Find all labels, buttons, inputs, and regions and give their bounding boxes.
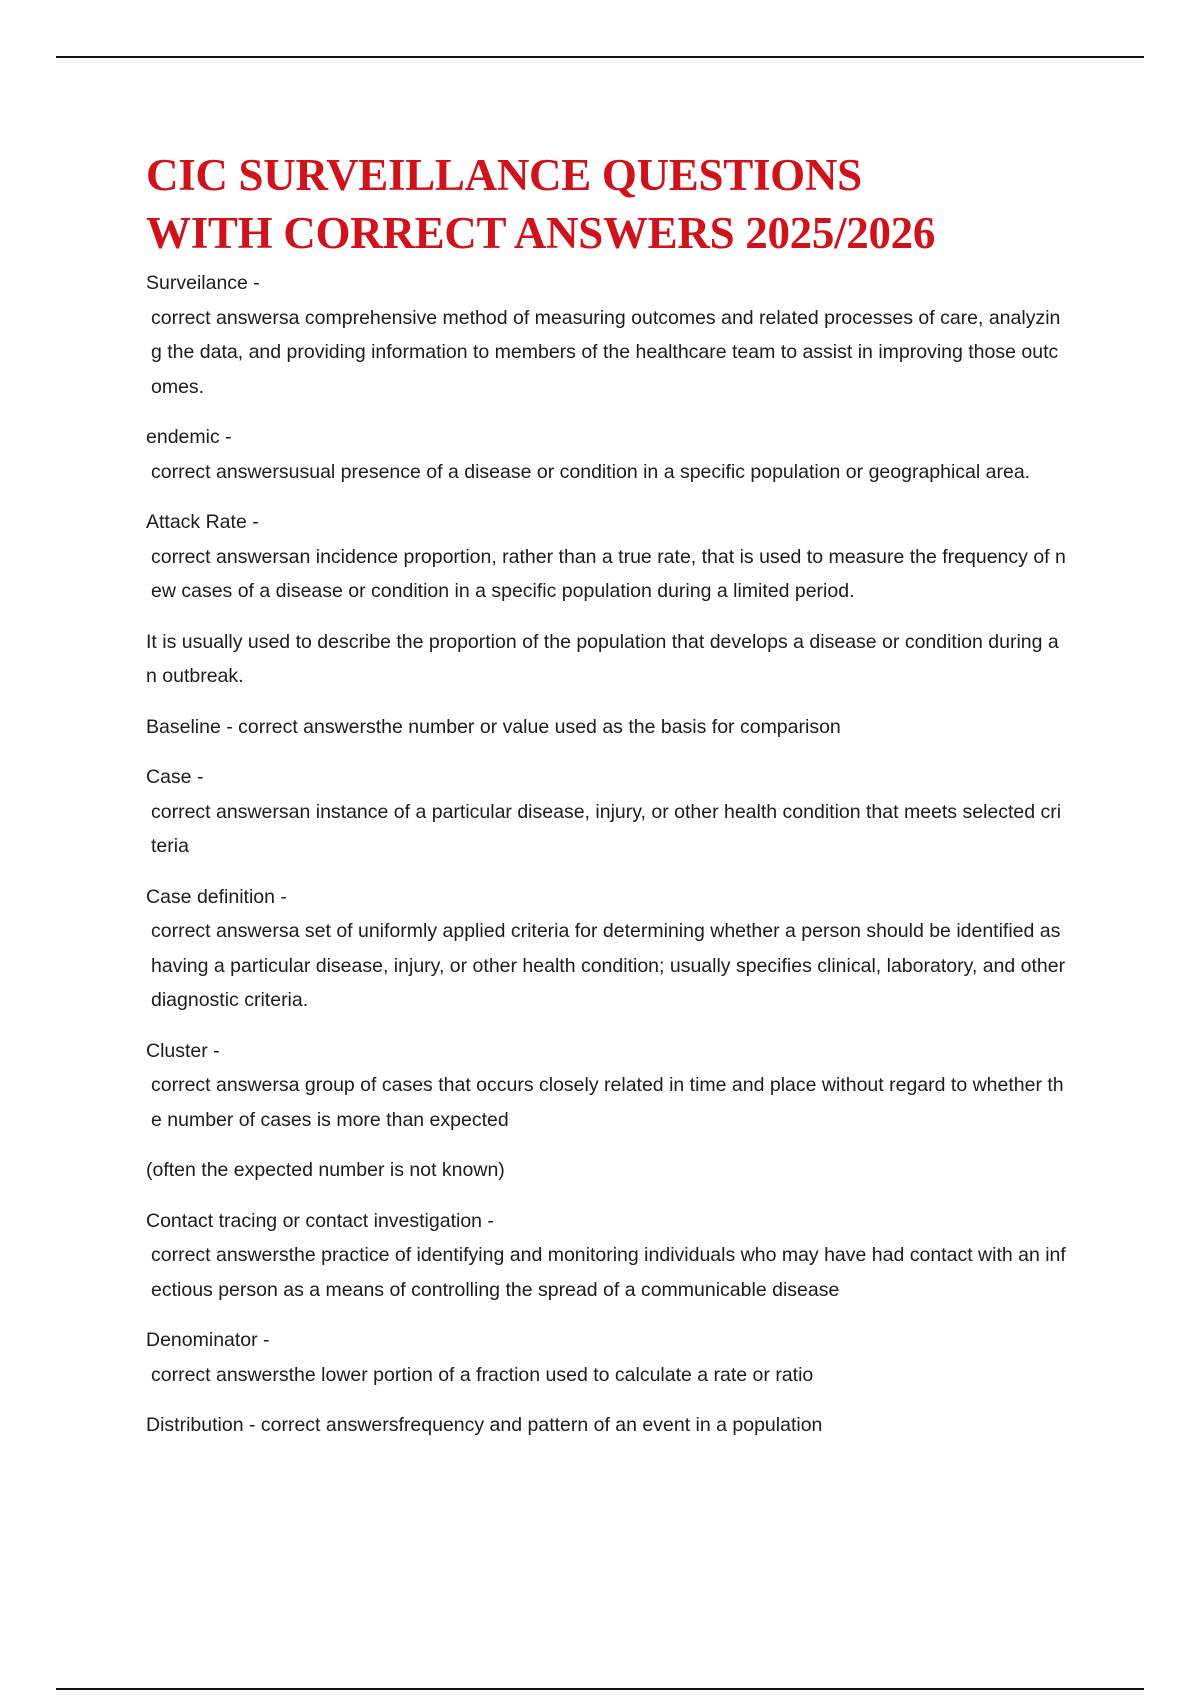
entry-answer: correct answersan instance of a particular disease, injury, or other health condition that meets selected criteria — [151, 800, 1062, 857]
entry-answer: correct answersa comprehensive method of measuring outcomes and related processes of care, analyzing the data, and providing information to members of the healthcare team to assist in improving those outcomes. — [151, 306, 1061, 398]
qa-entry — [146, 710, 1066, 745]
top-rule — [56, 56, 1144, 58]
document-body — [146, 146, 1066, 1459]
entry-term: Contact tracing or contact investigation - — [146, 1209, 494, 1232]
entry-term: Attack Rate - — [146, 511, 259, 533]
entry-answer: correct answersusual presence of a disease or condition in a specific population or geographical area. — [151, 460, 1031, 483]
qa-entry — [146, 880, 1066, 1018]
entry-term: Case definition - — [146, 885, 287, 908]
entry-term: Distribution - — [146, 1414, 261, 1436]
entry-answer: correct answersthe practice of identifying and monitoring individuals who may have had contact with an infectious person as a means of controlling the spread of a communicable disease — [151, 1244, 1066, 1301]
entry-note: (often the expected number is not known) — [146, 1159, 505, 1181]
title-line-1: CIC SURVEILLANCE QUESTIONS — [146, 150, 862, 200]
entry-answer: correct answersfrequency and pattern of an event in a population — [260, 1414, 823, 1436]
entry-term: endemic - — [146, 426, 232, 448]
qa-entry — [146, 266, 1066, 404]
qa-entry — [146, 1408, 1066, 1443]
entry-term: Baseline - — [146, 715, 239, 738]
qa-entry — [146, 505, 1066, 609]
entry-answer: correct answersthe number or value used as the basis for comparison — [238, 715, 841, 738]
bottom-rule — [56, 1688, 1144, 1690]
document-title — [146, 146, 1066, 262]
qa-entry — [146, 1323, 1066, 1392]
qa-entry — [146, 1204, 1066, 1308]
title-line-2: WITH CORRECT ANSWERS 2025/2026 — [146, 208, 936, 258]
entry-answer: correct answersan incidence proportion, rather than a true rate, that is used to measure the frequency of new cases of a disease or condition in a specific population during a limited period. — [151, 545, 1066, 602]
entry-answer: correct answersthe lower portion of a fraction used to calculate a rate or ratio — [151, 1363, 814, 1386]
qa-entry — [146, 1034, 1066, 1138]
qa-entry — [146, 760, 1066, 864]
entry-term: Case - — [146, 766, 204, 788]
entry-term: Denominator - — [146, 1329, 270, 1351]
entry-answer: correct answersa set of uniformly applied criteria for determining whether a person should be identified as having a particular disease, injury, or other health condition; usually specifies clinical, laboratory, and other diagnostic criteria. — [151, 920, 1066, 1011]
entry-answer: correct answersa group of cases that occurs closely related in time and place without regard to whether the number of cases is more than expected — [151, 1074, 1064, 1131]
entry-term: Cluster - — [146, 1039, 220, 1062]
entry-term: Surveilance - — [146, 272, 260, 294]
qa-entry — [146, 420, 1066, 489]
entry-note: It is usually used to describe the proportion of the population that develops a disease or condition during an outbreak. — [146, 630, 1059, 687]
